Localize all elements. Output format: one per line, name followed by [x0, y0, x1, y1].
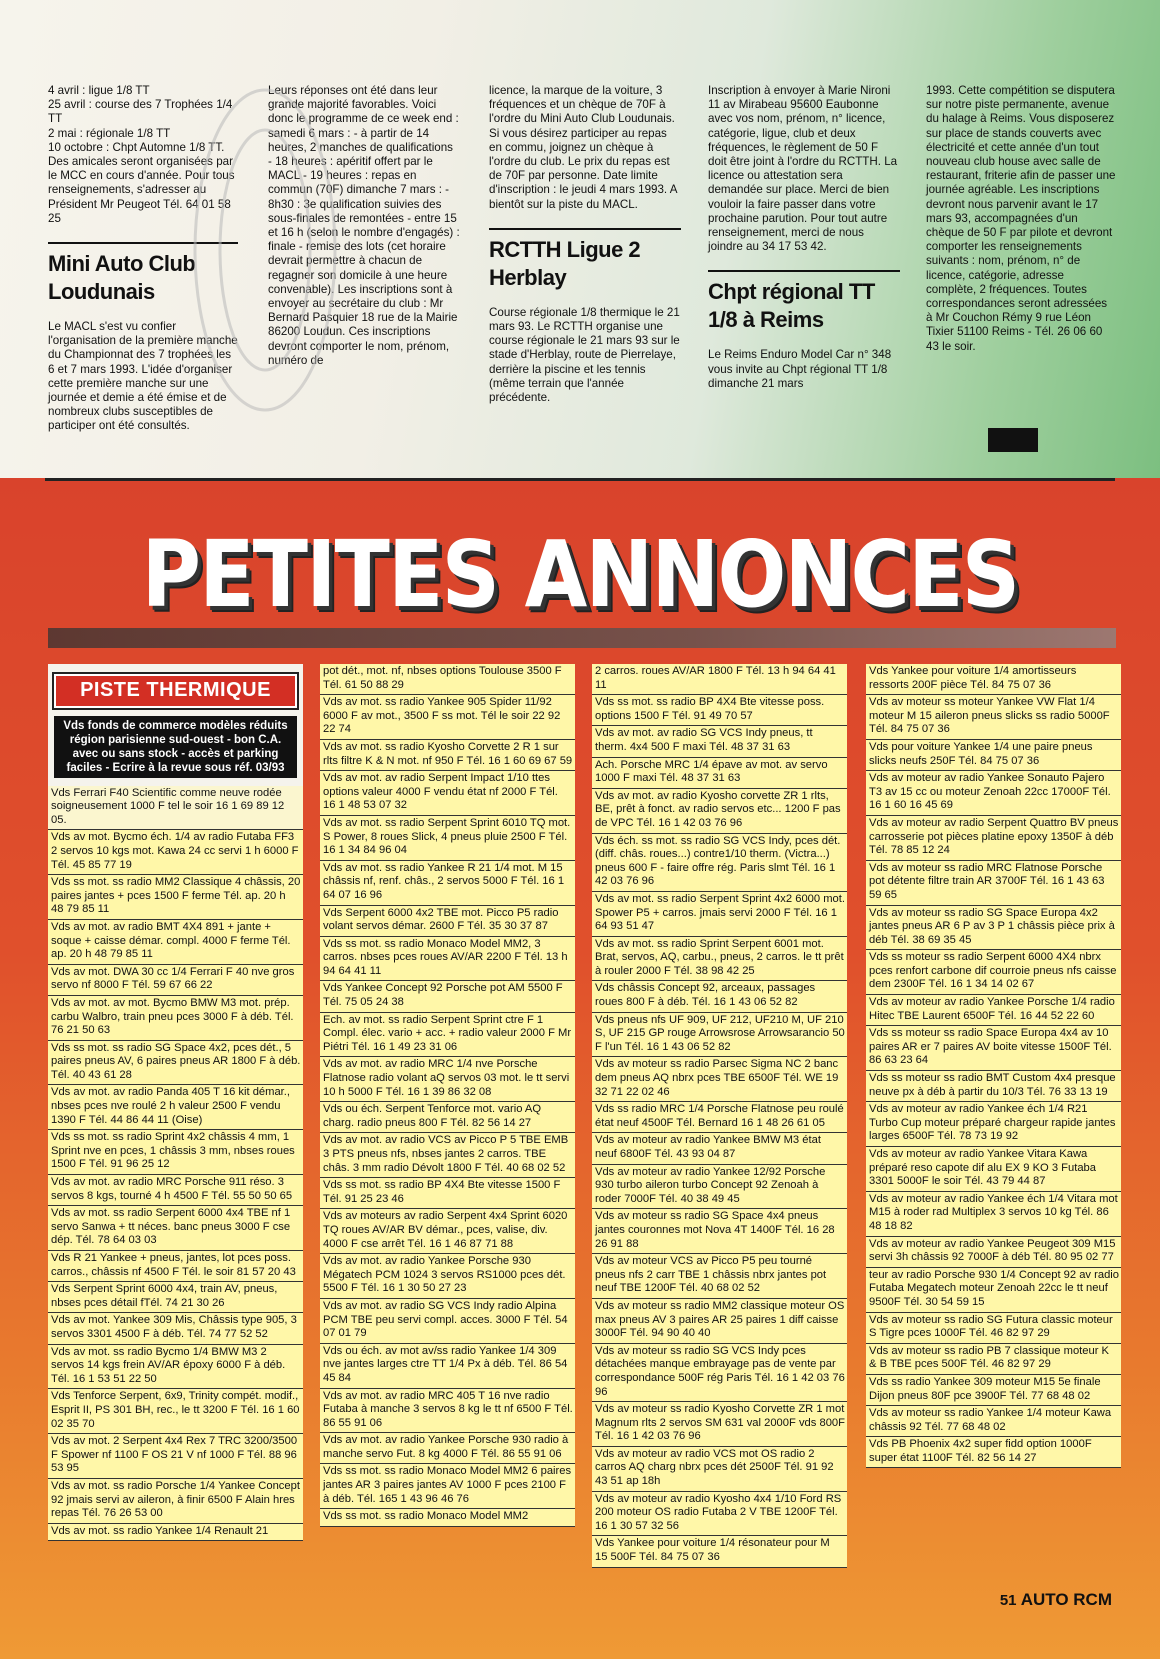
ads-column-2	[320, 664, 575, 1527]
classified-ad: Vds R 21 Yankee + pneus, jantes, lot pces poss. carros., châssis nf 4500 F Tél. le soir 81 57 20 43	[48, 1251, 303, 1282]
classified-ad: Vds av moteur VCS av Picco P5 peu tourné pneus nfs 2 carr TBE 1 châssis nbrx jantes pot neuf TBE 1200F Tél. 40 68 02 52	[592, 1254, 847, 1299]
classified-ad: Vds av mot. 2 Serpent 4x4 Rex 7 TRC 3200/3500 F Spower nf 1100 F OS 21 V nf 1000 F Tél. 88 96 53 95	[48, 1434, 303, 1479]
classified-ad: Vds av moteur ss radio SG Futura classic moteur S Tigre pces 1000F Tél. 46 82 97 29	[866, 1313, 1121, 1344]
classified-ad: Vds av mot. Yankee 309 Mis, Châssis type 905, 3 servos 3301 4500 F à déb. Tél. 74 77 52 52	[48, 1313, 303, 1344]
classified-ad: teur av radio Porsche 930 1/4 Concept 92 av radio Futaba Megatech moteur Zenoah 22cc le tt neuf 9500F Tél. 30 54 59 15	[866, 1268, 1121, 1313]
classified-ad: Vds Tenforce Serpent, 6x9, Trinity compét. modif., Esprit II, PS 301 BH, rec., le tt 3200 F Tél. 16 1 60 02 35 70	[48, 1389, 303, 1434]
news-column-3	[489, 84, 681, 405]
calendar-line: 2 mai : régionale 1/8 TT	[48, 126, 171, 140]
calendar-line: 25 avril : course des 7 Trophées 1/4 TT	[48, 98, 233, 126]
classified-ad: Vds av mot. Bycmo éch. 1/4 av radio Futaba FF3 2 servos 10 kgs mot. Kawa 24 cc servi 1 h 6000 F Tél. 45 85 77 19	[48, 830, 303, 875]
classified-ad: Vds av moteur ss radio Kyosho Corvette ZR 1 mot Magnum rlts 2 servos SM 631 val 2000F vds 800F Tél. 16 1 42 03 76 96	[592, 1402, 847, 1447]
classified-ad: Vds av moteur ss radio MM2 classique moteur OS max pneus AV 3 paires AR 25 paires 1 diff caisse 3000F Tél. 94 90 40 40	[592, 1299, 847, 1344]
heading-rctth: RCTTH Ligue 2 Herblay	[489, 228, 681, 292]
classified-ad: Vds av moteur av radio Yankee éch 1/4 Vitara mot M15 à roder rad Multiplex 3 servos 10 kg Tél. 86 48 18 82	[866, 1192, 1121, 1237]
page-number: 51	[999, 1592, 1017, 1609]
classified-ad: Vds ss mot. ss radio Monaco Model MM2 6 paires jantes AR 3 paires jantes AV 1000 F pces 2100 F à déb. Tél. 165 1 43 96 46 76	[320, 1464, 575, 1509]
news-column-5	[926, 84, 1116, 354]
amicales-text: Des amicales seront organisées par le MCC en cours d'année. Pour tous renseignements, s'adresser au Président Mr Peugeot Tél. 64 01 58 25	[48, 155, 235, 225]
ads-list	[592, 664, 847, 1568]
classified-ad: Vds ss radio Yankee 309 moteur M15 5e finale Dijon pneus 80F pce 3900F Tél. 77 68 48 02	[866, 1375, 1121, 1406]
classified-ad: Vds ou éch. av mot av/ss radio Yankee 1/4 309 nve jantes larges ctre TT 1/4 Px à déb. Tél. 86 54 45 84	[320, 1344, 575, 1389]
macl-text: Le MACL s'est vu confier l'organisation de la première manche du Championnat des 7 trophées les 6 et 7 mars 1993. L'idée d'organiser cette première manche sur une journée et demie a été émise et de nombreux clubs susceptibles de participer ont été consultés.	[48, 320, 238, 433]
classified-ad: Vds av moteur ss radio Yankee 1/4 moteur Kawa châssis 92 Tél. 77 68 48 02	[866, 1406, 1121, 1437]
classified-ad: Vds av mot. av radio Panda 405 T 16 kit démar., nbses pces nve roulé 2 h valeur 2500 F vendu 1390 F Tél. 44 86 44 11 (Oise)	[48, 1085, 303, 1130]
ads-column-1	[48, 664, 303, 1541]
classified-ad: Vds av mot. av radio SG VCS Indy pneus, tt therm. 4x4 500 F maxi Tél. 48 37 31 63	[592, 726, 847, 757]
heading-reims: Chpt régional TT 1/8 à Reims	[708, 270, 900, 334]
magazine-brand: AUTO RCM	[1020, 1590, 1112, 1609]
banner-shadow	[48, 628, 1116, 648]
classified-ad: Vds av moteur av radio Yankee Porsche 1/4 radio Hitec TBE Laurent 6500F Tél. 16 44 52 22 60	[866, 995, 1121, 1026]
classified-ad: Vds Serpent 6000 4x2 TBE mot. Picco P5 radio volant servos démar. 2600 F Tél. 35 30 37 87	[320, 906, 575, 937]
classified-ad: pot dét., mot. nf, nbses options Toulouse 3500 F Tél. 61 50 88 29	[320, 664, 575, 695]
calendar-line: 10 octobre : Chpt Automne 1/8 TT.	[48, 140, 225, 154]
ads-list	[48, 786, 303, 1542]
classified-ad: Vds ou éch. Serpent Tenforce mot. vario AQ charg. radio pneus 800 F Tél. 82 56 14 27	[320, 1102, 575, 1133]
news-column-2	[268, 84, 460, 368]
classified-ad: Vds av mot. ss radio Serpent Sprint 6010 TQ mot. S Power, 8 roues Slick, 4 pneus pluie 2500 F Tél. 16 1 34 84 96 04	[320, 816, 575, 861]
macl-text-cont: licence, la marque de la voiture, 3 fréquences et un chèque de 70F à l'ordre du Mini Auto Club Loudunais. Si vous désirez participer au repas en commu, joignez un chèque à l'ordre du club. Le prix du repas est de 70F par personne. Date limite d'inscription : le jeudi 4 mars 1993. A bientôt sur la piste du MACL.	[489, 84, 677, 211]
rctth-text: Course régionale 1/8 thermique le 21 mars 93. Le RCTTH organise une course régionale le 21 mars 93 sur le stade d'Herblay, route de Pierrelaye, derrière la piscine et les tennis (même terrain que l'année précédente.	[489, 305, 680, 405]
classified-ad: Vds ss mot. ss radio Monaco Model MM2, 3 carros. nbses pces roues AV/AR 2200 F Tél. 13 h 94 64 41 11	[320, 937, 575, 982]
heading-macl: Mini Auto Club Loudunais	[48, 242, 238, 306]
end-marker	[988, 428, 1038, 452]
classified-ad: Vds ss mot. ss radio SG Space 4x2, pces dét., 5 paires pneus AV, 6 paires pneus AR 1800 F à déb. Tél. 40 43 61 28	[48, 1041, 303, 1086]
classified-ad: Vds Yankee pour voiture 1/4 résonateur pour M 15 500F Tél. 84 75 07 36	[592, 1536, 847, 1567]
section-divider	[45, 478, 1115, 481]
classified-ad: Vds av mot. av mot. Bycmo BMW M3 mot. prép. carbu Walbro, train pneu pces 3000 F à déb. Tél. 76 21 50 63	[48, 996, 303, 1041]
classified-ad: Vds ss radio MRC 1/4 Porsche Flatnose peu roulé état neuf 4500F Tél. Bernard 16 1 48 26 61 05	[592, 1102, 847, 1133]
classified-ad: Vds ss moteur ss radio Space Europa 4x4 av 10 paires AR er 7 paires AV boite vitesse 1500F Tél. 86 63 23 64	[866, 1026, 1121, 1071]
classified-ad: Vds ss moteur ss radio BMT Custom 4x4 presque neuve px à déb à partir du 10/3 Tél. 76 33 13 19	[866, 1071, 1121, 1102]
classified-ad: Ach. Porsche MRC 1/4 épave av mot. av servo 1000 F maxi Tél. 48 37 31 63	[592, 758, 847, 789]
classified-ad: Vds av mot. av radio Serpent Impact 1/10 ttes options valeur 4000 F vendu état nf 2000 F Tél. 16 1 48 53 07 32	[320, 771, 575, 816]
classified-ad: Vds av moteur av radio Yankee BMW M3 état neuf 6800F Tél. 43 93 04 87	[592, 1133, 847, 1164]
classified-ad: Vds av moteur ss radio SG Space Europa 4x2 jantes pneus AR 6 P av 3 P 1 châssis pièce prix à déb Tél. 38 69 35 45	[866, 906, 1121, 951]
classified-ad: Vds av mot. av radio MRC 405 T 16 nve radio Futaba à manche 3 servos 8 kg le tt nf 6500 F Tél. 86 55 91 06	[320, 1389, 575, 1434]
classified-ad: Vds Ferrari F40 Scientific comme neuve rodée soigneusement 1000 F tel le soir 16 1 69 89 12 05.	[48, 786, 303, 831]
classified-ad: Vds pour voiture Yankee 1/4 une paire pneus slicks neufs 250F Tél. 84 75 07 36	[866, 740, 1121, 771]
inscription-text: Inscription à envoyer à Marie Nironi 11 av Mirabeau 95600 Eaubonne avec vos nom, prénom, n° licence, catégorie, ligue, club et deux fréquences, le règlement de 50 F doit être joint à l'ordre du RCTTH. La licence ou attestation sera demandée sur place. Merci de bien vouloir la faire passer dans votre prochaine parution. Pour tout autre renseignement, merci de nous joindre au 34 17 53 42.	[708, 84, 898, 254]
classified-ad: Vds av moteur ss moteur Yankee VW Flat 1/4 moteur M 15 aileron pneus slicks ss radio 5000F Tél. 84 75 07 36	[866, 695, 1121, 740]
programme-text: Leurs réponses ont été dans leur grande majorité favorables. Voici donc le programme de ce week end : samedi 6 mars : - à partir de 14 heures, 2 manches de qualifications - 18 heures : apéritif offert par le MACL - 19 heures : repas en commun (70F) dimanche 7 mars : - 8h30 : 3e qualification suivies des sous-finales de remontées - entre 15 et 16 h (selon le nombre d'engagés) : finale - remise des lots (cet horaire devrait permettre à chacun de regagner son domicile à une heure convenable). Les inscriptions sont à envoyer au secrétaire du club : Mr Bernard Pasquier 18 rue de la Mairie 86200 Loudun. Ces inscriptions devront comporter le nom, prénom, numéro de	[268, 84, 460, 367]
page-footer	[1000, 1590, 1112, 1610]
calendar-line: 4 avril : ligue 1/8 TT	[48, 84, 150, 97]
reims-text: Le Reims Enduro Model Car n° 348 vous invite au Chpt régional TT 1/8 dimanche 21 mars	[708, 348, 892, 390]
classified-ad: Vds av mot. ss radio Yankee R 21 1/4 mot. M 15 châssis nf, renf. châs., 2 servos 5000 F Tél. 16 1 64 07 16 96	[320, 861, 575, 906]
classified-ad: Vds av moteurs av radio Serpent 4x4 Sprint 6020 TQ roues AV/AR BV démar., pces, valise, div. 4000 F cse arrêt Tél. 16 1 46 87 71 88	[320, 1209, 575, 1254]
classified-ad: Vds av mot. av radio Yankee Porsche 930 Mégatech PCM 1024 3 servos RS1000 pces dét. 5500 F Tél. 16 1 30 50 27 23	[320, 1254, 575, 1299]
ads-column-4	[866, 664, 1121, 1468]
news-column-4	[708, 84, 900, 391]
classified-ad: Vds av moteur av radio Yankee 12/92 Porsche 930 turbo aileron turbo Concept 92 Zenoah à roder 7000F Tél. 40 38 49 45	[592, 1165, 847, 1210]
ads-list	[320, 664, 575, 1527]
classified-ad: Vds av moteur av radio Serpent Quattro BV pneus carrosserie pot pièces platine epoxy 1350F à déb Tél. 78 85 12 24	[866, 816, 1121, 861]
classified-ad: Vds av mot. av radio SG VCS Indy radio Alpina PCM TBE peu servi compl. acces. 3000 F Tél. 54 07 01 79	[320, 1299, 575, 1344]
section-header: PISTE THERMIQUE	[54, 674, 297, 708]
classified-ad: Vds av moteur ss radio PB 7 classique moteur K & B TBE pces 500F Tél. 46 82 97 29	[866, 1344, 1121, 1375]
featured-ad: Vds fonds de commerce modèles réduits région parisienne sud-ouest - bon C.A. avec ou sans stock - accès et parking faciles - Ecrire à la revue sous réf. 03/93	[54, 716, 297, 778]
classified-ad: Vds av moteur ss radio SG VCS Indy pces détachées manque embrayage pas de vente par correspondance 500F rég Paris Tél. 16 1 42 03 76 96	[592, 1344, 847, 1402]
section-header-box	[48, 664, 303, 786]
classified-ad: Vds ss mot. ss radio Sprint 4x2 châssis 4 mm, 1 Sprint nve en pces, 1 châssis 3 mm, nbses roues 1500 F Tél. 91 96 25 12	[48, 1130, 303, 1175]
classified-ad: 2 carros. roues AV/AR 1800 F Tél. 13 h 94 64 41 11	[592, 664, 847, 695]
classified-ad: Vds av mot. DWA 30 cc 1/4 Ferrari F 40 nve gros servo nf 8000 F Tél. 59 67 66 22	[48, 965, 303, 996]
classified-ad: Vds Serpent Sprint 6000 4x4, train AV, pneus, nbses pces détail fTél. 74 21 30 26	[48, 1282, 303, 1313]
classified-ad: Vds av mot. ss radio Porsche 1/4 Yankee Concept 92 jmais servi av aileron, à finir 6500 F Alain hres repas Tél. 76 26 53 00	[48, 1479, 303, 1524]
classified-ad: Vds châssis Concept 92, arceaux, passages roues 800 F à déb. Tél. 16 1 43 06 52 82	[592, 981, 847, 1012]
classified-ad: Ech. av mot. ss radio Serpent Sprint ctre F 1 Compl. élec. vario + acc. + radio valeur 2000 F Mr Piétri Tél. 16 1 49 23 31 06	[320, 1013, 575, 1058]
classified-ad: Vds av moteur av radio VCS mot OS radio 2 carros AQ charg nbrx pces dét 2500F Tél. 91 92 43 51 ap 18h	[592, 1447, 847, 1492]
classified-ad: Vds av mot. ss radio Bycmo 1/4 BMW M3 2 servos 14 kgs frein AV/AR époxy 6000 F à déb. Tél. 16 1 53 51 22 50	[48, 1345, 303, 1390]
classified-ad: Vds pneus nfs UF 909, UF 212, UF210 M, UF 210 S, UF 215 GP rouge Arrowsrose Arrowsarancio 50 F l'un Tél. 16 1 43 06 52 82	[592, 1013, 847, 1058]
classified-ad: Vds av moteur av radio Yankee éch 1/4 R21 Turbo Cup moteur préparé chargeur rapide jantes larges 6500F Tél. 78 73 19 92	[866, 1102, 1121, 1147]
classified-ad: Vds av mot. ss radio Serpent 6000 4x4 TBE nf 1 servo Sanwa + tt néces. banc pneus 3000 F cse dép. Tél. 78 64 03 03	[48, 1206, 303, 1251]
classified-ad: Vds ss mot. ss radio BP 4X4 Bte vitesse 1500 F Tél. 91 25 23 46	[320, 1178, 575, 1209]
classified-ad: Vds av moteur av radio Yankee Vitara Kawa préparé reso capote dif alu EX 9 KO 3 Futaba 3301 5000F le soir Tél. 43 79 44 87	[866, 1147, 1121, 1192]
classified-ad: Vds av mot. ss radio Serpent Sprint 4x2 6000 mot. Spower P5 + carros. jmais servi 2000 F Tél. 16 1 64 93 51 47	[592, 892, 847, 937]
classified-ad: Vds av mot. ss radio Yankee 1/4 Renault 21	[48, 1524, 303, 1542]
classified-ad: Vds Yankee Concept 92 Porsche pot AM 5500 F Tél. 75 05 24 38	[320, 981, 575, 1012]
classified-ad: Vds PB Phoenix 4x2 super fidd option 1000F super état 1100F Tél. 82 56 14 27	[866, 1437, 1121, 1468]
classified-ad: Vds av mot. av radio Kyosho corvette ZR 1 rlts, BE, prêt à fonct. av radio servos etc... 1200 F pas de VPC Tél. 16 1 42 03 76 96	[592, 789, 847, 834]
classified-ad: Vds av mot. av radio MRC 1/4 nve Porsche Flatnose radio volant aQ servos 03 mot. le tt servi 10 h 5000 F Tél. 16 1 39 86 32 08	[320, 1057, 575, 1102]
classified-ad: Vds ss moteur ss radio Serpent 6000 4X4 nbrx pces renfort carbone dif courroie pneus nfs caisse dem 2300F Tél. 16 1 34 14 02 67	[866, 950, 1121, 995]
classified-ad: Vds av mot. ss radio Kyosho Corvette 2 R 1 sur rlts filtre K & N mot. nf 950 F Tél. 16 1 60 69 67 59	[320, 740, 575, 771]
classified-ad: Vds av mot. av radio VCS av Picco P 5 TBE EMB 3 PTS pneus nfs, nbses jantes 2 carros. TBE châs. 3 mm radio Dévolt 1800 F Tél. 40 68 02 52	[320, 1133, 575, 1178]
classified-ad: Vds av moteur av radio Yankee Peugeot 309 M15 servi 3h châssis 92 7000F à déb Tél. 80 95 02 77	[866, 1237, 1121, 1268]
classified-ad: Vds av moteur ss radio MRC Flatnose Porsche pot détente filtre train AR 3700F Tél. 16 1 43 63 59 65	[866, 861, 1121, 906]
classified-ad: Vds av mot. av radio BMT 4X4 891 + jante + soque + caisse démar. compl. 4000 F ferme Tél. ap. 20 h 48 79 85 11	[48, 920, 303, 965]
classified-ad: Vds av mot. ss radio Sprint Serpent 6001 mot. Brat, servos, AQ, carbu., pneus, 2 carros. le tt prêt à rouler 2000 F Tél. 38 98 42 25	[592, 937, 847, 982]
classified-ad: Vds ss mot. ss radio Monaco Model MM2	[320, 1509, 575, 1527]
classified-ad: Vds Yankee pour voiture 1/4 amortisseurs ressorts 200F pièce Tél. 84 75 07 36	[866, 664, 1121, 695]
classified-ad: Vds av moteur av radio Yankee Sonauto Pajero T3 av 15 cc ou moteur Zenoah 22cc 17000F Tél. 16 1 60 16 45 69	[866, 771, 1121, 816]
classified-ad: Vds ss mot. ss radio MM2 Classique 4 châssis, 20 paires jantes + pces 1500 F ferme Tél. ap. 20 h 48 79 85 11	[48, 875, 303, 920]
classified-ad: Vds éch. ss mot. ss radio SG VCS Indy, pces dét. (diff. châs. roues...) contre1/10 therm. (Victra...) pneus 600 F - faire offre rég. Paris slmt Tél. 16 1 42 03 76 96	[592, 834, 847, 892]
classified-ad: Vds av moteur ss radio SG Space 4x4 pneus jantes couronnes mot Nova 4T 1400F Tél. 16 28 26 91 88	[592, 1209, 847, 1254]
classified-ad: Vds ss mot. ss radio BP 4X4 Bte vitesse poss. options 1500 F Tél. 91 49 70 57	[592, 695, 847, 726]
classified-ad: Vds av mot. av radio MRC Porsche 911 réso. 3 servos 8 kgs, tourné 4 h 4500 F Tél. 55 50 50 65	[48, 1175, 303, 1206]
classified-ad: Vds av moteur ss radio Parsec Sigma NC 2 banc dem pneus AQ nbrx pces TBE 6500F Tél. WE 19 32 71 22 02 46	[592, 1057, 847, 1102]
ads-list	[866, 664, 1121, 1468]
ads-column-3	[592, 664, 847, 1568]
reims-text-cont: 1993. Cette compétition se disputera sur notre piste permanente, avenue du halage à Reims. Vous disposerez sur place de stands couverts avec électricité et cette année d'un tout nouveau club house avec salle de restaurant, friterie afin de passer une journée agréable. Les inscriptions devront nous parvenir avant le 17 mars 93, accompagnées d'un chèque de 50 F par pilote et devront comporter les renseignements suivants : nom, prénom, n° de licence, catégorie, adresse complète, 2 fréquences. Toutes correspondances seront adressées à Mr Couchon Rémy 9 rue Léon Tixier 51100 Reims - Tél. 26 06 60 43 le soir.	[926, 84, 1116, 353]
classified-ad: Vds av mot. av radio Yankee Porsche 930 radio à manche servo Fut. 8 kg 4000 F Tél. 86 55 91 06	[320, 1433, 575, 1464]
banner-title: PETITES ANNONCES	[141, 521, 1019, 628]
news-column-1	[48, 84, 238, 434]
classified-ad: Vds av mot. ss radio Yankee 905 Spider 11/92 6000 F av mot., 3500 F ss mot. Tél le soir 22 92 22 74	[320, 695, 575, 740]
classified-ad: Vds av moteur av radio Kyosho 4x4 1/10 Ford RS 200 moteur OS radio Futaba 2 V TBE 1200F Tél. 16 1 30 57 32 56	[592, 1492, 847, 1537]
